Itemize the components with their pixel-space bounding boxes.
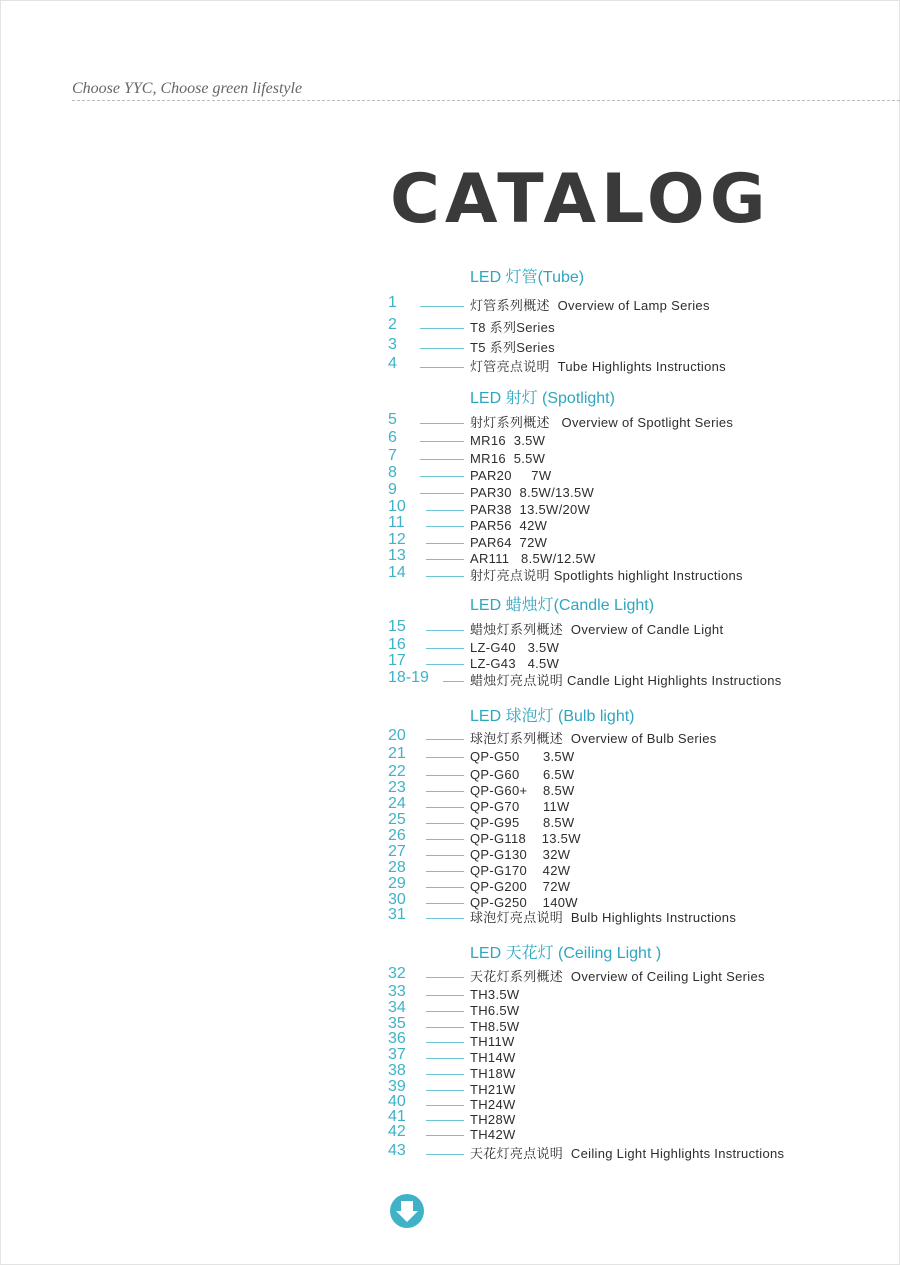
toc-entry[interactable] (388, 1030, 808, 1050)
page-number: 26 (388, 827, 406, 844)
header-tagline: Choose YYC, Choose green lifestyle (72, 80, 303, 97)
page-number: 14 (388, 564, 406, 581)
entry-label: 球泡灯系列概述 Overview of Bulb Series (470, 731, 717, 746)
page-number: 32 (388, 965, 406, 982)
entry-label: QP-G170 42W (470, 863, 571, 878)
page-number: 25 (388, 811, 406, 828)
page-number: 10 (388, 498, 406, 515)
section-heading: LED 灯管(Tube) (470, 269, 585, 286)
leader-line (420, 367, 464, 368)
section-heading: LED 天花灯 (Ceiling Light ) (470, 945, 662, 962)
leader-line (426, 1135, 464, 1136)
entry-label: TH14W (470, 1050, 516, 1065)
entry-label: QP-G95 8.5W (470, 815, 575, 830)
entry-label: 灯管系列概述 Overview of Lamp Series (470, 298, 710, 313)
leader-line (426, 775, 464, 776)
leader-line (426, 839, 464, 840)
page-number: 29 (388, 875, 406, 892)
toc-entry[interactable] (388, 875, 808, 895)
leader-line (420, 328, 464, 329)
page-number: 40 (388, 1093, 406, 1110)
page-number: 34 (388, 999, 406, 1016)
entry-label: TH18W (470, 1066, 516, 1081)
page-number: 33 (388, 983, 406, 1000)
entry-label: 天花灯亮点说明 Ceiling Light Highlights Instructions (470, 1146, 785, 1161)
entry-label: 灯管亮点说明 Tube Highlights Instructions (470, 359, 726, 374)
entry-label: MR16 3.5W (470, 433, 546, 448)
page-number: 4 (388, 355, 397, 372)
toc-entry[interactable] (388, 1062, 808, 1082)
entry-label: 射灯系列概述 Overview of Spotlight Series (470, 415, 734, 430)
leader-line (426, 1105, 464, 1106)
page-number: 5 (388, 411, 397, 428)
toc-entry[interactable] (388, 763, 808, 783)
page-number: 39 (388, 1078, 406, 1095)
toc-entry[interactable] (388, 498, 808, 518)
page-number: 42 (388, 1123, 406, 1140)
page-number: 17 (388, 652, 406, 669)
entry-label: QP-G250 140W (470, 895, 578, 910)
entry-label: TH42W (470, 1127, 516, 1142)
entry-label: 球泡灯亮点说明 Bulb Highlights Instructions (470, 910, 737, 925)
page-number: 28 (388, 859, 406, 876)
toc-entry[interactable] (388, 355, 808, 375)
page-number: 13 (388, 547, 406, 564)
section-heading: LED 蜡烛灯(Candle Light) (470, 597, 655, 614)
page-number: 30 (388, 891, 406, 908)
leader-line (426, 823, 464, 824)
page-number: 23 (388, 779, 406, 796)
leader-line (426, 664, 464, 665)
page-number: 31 (388, 906, 406, 923)
leader-line (426, 1090, 464, 1091)
entry-label: QP-G50 3.5W (470, 749, 575, 764)
toc-entry[interactable] (388, 795, 808, 815)
toc-entry[interactable] (388, 411, 808, 431)
leader-line (420, 348, 464, 349)
page-number: 18-19 (388, 669, 429, 686)
leader-line (426, 855, 464, 856)
leader-line (426, 739, 464, 740)
entry-label: QP-G118 13.5W (470, 831, 581, 846)
entry-label: 射灯亮点说明 Spotlights highlight Instructions (470, 568, 743, 583)
entry-label: QP-G60 6.5W (470, 767, 575, 782)
page-number: 43 (388, 1142, 406, 1159)
entry-label: QP-G60+ 8.5W (470, 783, 575, 798)
leader-line (426, 543, 464, 544)
toc-entry[interactable] (388, 636, 808, 656)
entry-label: TH3.5W (470, 987, 520, 1002)
toc-entry[interactable] (388, 1078, 808, 1098)
toc-entry[interactable] (388, 294, 808, 314)
page-number: 16 (388, 636, 406, 653)
toc-entry[interactable] (388, 779, 808, 799)
entry-label: PAR64 72W (470, 535, 548, 550)
leader-line (426, 977, 464, 978)
leader-line (426, 1058, 464, 1059)
page-number: 9 (388, 481, 397, 498)
page-number: 1 (388, 294, 397, 311)
toc-entry[interactable] (388, 1142, 808, 1162)
page-title: CATALOG (390, 160, 771, 239)
page-number: 22 (388, 763, 406, 780)
toc-entry[interactable] (388, 811, 808, 831)
toc-entry[interactable] (388, 1093, 808, 1113)
entry-label: LZ-G43 4.5W (470, 656, 560, 671)
leader-line (420, 306, 464, 307)
page-number: 11 (388, 514, 405, 531)
page-number: 24 (388, 795, 406, 812)
page-number: 35 (388, 1015, 406, 1032)
page-number: 20 (388, 727, 406, 744)
entry-label: T8 系列Series (470, 320, 555, 335)
toc-entry[interactable] (388, 547, 808, 567)
entry-label: PAR20 7W (470, 468, 552, 483)
entry-label: LZ-G40 3.5W (470, 640, 560, 655)
page-number: 3 (388, 336, 397, 353)
leader-line (426, 807, 464, 808)
page-number: 12 (388, 531, 406, 548)
toc-entry[interactable] (388, 336, 808, 356)
entry-label: T5 系列Series (470, 340, 555, 355)
leader-line (420, 441, 464, 442)
entry-label: TH11W (470, 1034, 515, 1049)
entry-label: TH6.5W (470, 1003, 520, 1018)
leader-line (426, 918, 464, 919)
leader-line (420, 423, 464, 424)
entry-label: QP-G70 11W (470, 799, 570, 814)
leader-line (426, 1042, 464, 1043)
leader-line (426, 1154, 464, 1155)
leader-line (426, 559, 464, 560)
leader-line (420, 476, 464, 477)
leader-line (443, 681, 464, 682)
toc-entry[interactable] (388, 827, 808, 847)
leader-line (426, 1011, 464, 1012)
down-arrow-icon[interactable] (389, 1193, 425, 1229)
entry-label: 蜡烛灯系列概述 Overview of Candle Light (470, 622, 724, 637)
page-number: 15 (388, 618, 406, 635)
toc-entry[interactable] (388, 481, 808, 501)
entry-label: 天花灯系列概述 Overview of Ceiling Light Series (470, 969, 765, 984)
entry-label: TH21W (470, 1082, 516, 1097)
header-dashed-rule (72, 100, 900, 101)
entry-label: PAR56 42W (470, 518, 548, 533)
leader-line (426, 903, 464, 904)
leader-line (426, 630, 464, 631)
leader-line (426, 791, 464, 792)
entry-label: 蜡烛灯亮点说明 Candle Light Highlights Instructions (470, 673, 782, 688)
toc-entry[interactable] (388, 669, 808, 689)
page-number: 27 (388, 843, 406, 860)
leader-line (426, 648, 464, 649)
toc-entry[interactable] (388, 983, 808, 1003)
leader-line (420, 459, 464, 460)
leader-line (426, 1074, 464, 1075)
leader-line (426, 995, 464, 996)
leader-line (420, 493, 464, 494)
toc-entry[interactable] (388, 1108, 808, 1128)
leader-line (426, 1027, 464, 1028)
toc-entry[interactable] (388, 564, 808, 584)
toc-entry[interactable] (388, 999, 808, 1019)
section-heading: LED 射灯 (Spotlight) (470, 390, 615, 407)
toc-entry[interactable] (388, 618, 808, 638)
toc-entry[interactable] (388, 447, 808, 467)
page-number: 41 (388, 1108, 406, 1125)
page-number: 6 (388, 429, 397, 446)
page-number: 21 (388, 745, 406, 762)
entry-label: PAR38 13.5W/20W (470, 502, 591, 517)
section-heading: LED 球泡灯 (Bulb light) (470, 708, 635, 725)
entry-label: TH28W (470, 1112, 516, 1127)
entry-label: MR16 5.5W (470, 451, 546, 466)
leader-line (426, 1120, 464, 1121)
toc-entry[interactable] (388, 1015, 808, 1035)
toc-entry[interactable] (388, 859, 808, 879)
entry-label: QP-G200 72W (470, 879, 571, 894)
toc-entry[interactable] (388, 1123, 808, 1143)
toc-entry[interactable] (388, 316, 808, 336)
entry-label: PAR30 8.5W/13.5W (470, 485, 595, 500)
toc-entry[interactable] (388, 429, 808, 449)
leader-line (426, 887, 464, 888)
leader-line (426, 757, 464, 758)
page-number: 36 (388, 1030, 406, 1047)
leader-line (426, 510, 464, 511)
leader-line (426, 576, 464, 577)
page-number: 7 (388, 447, 397, 464)
page-number: 8 (388, 464, 397, 481)
entry-label: TH24W (470, 1097, 516, 1112)
page-number: 38 (388, 1062, 406, 1079)
page-number: 37 (388, 1046, 406, 1063)
toc-entry[interactable] (388, 1046, 808, 1066)
toc-entry[interactable] (388, 464, 808, 484)
leader-line (426, 526, 464, 527)
toc-entry[interactable] (388, 906, 808, 926)
toc-entry[interactable] (388, 965, 808, 985)
toc-entry[interactable] (388, 652, 808, 672)
leader-line (426, 871, 464, 872)
toc-entry[interactable] (388, 891, 808, 911)
entry-label: QP-G130 32W (470, 847, 571, 862)
page-number: 2 (388, 316, 397, 333)
toc-entry[interactable] (388, 531, 808, 551)
toc-entry[interactable] (388, 514, 808, 534)
entry-label: TH8.5W (470, 1019, 520, 1034)
toc-entry[interactable] (388, 843, 808, 863)
toc-entry[interactable] (388, 745, 808, 765)
entry-label: AR111 8.5W/12.5W (470, 551, 596, 566)
toc-entry[interactable] (388, 727, 808, 747)
